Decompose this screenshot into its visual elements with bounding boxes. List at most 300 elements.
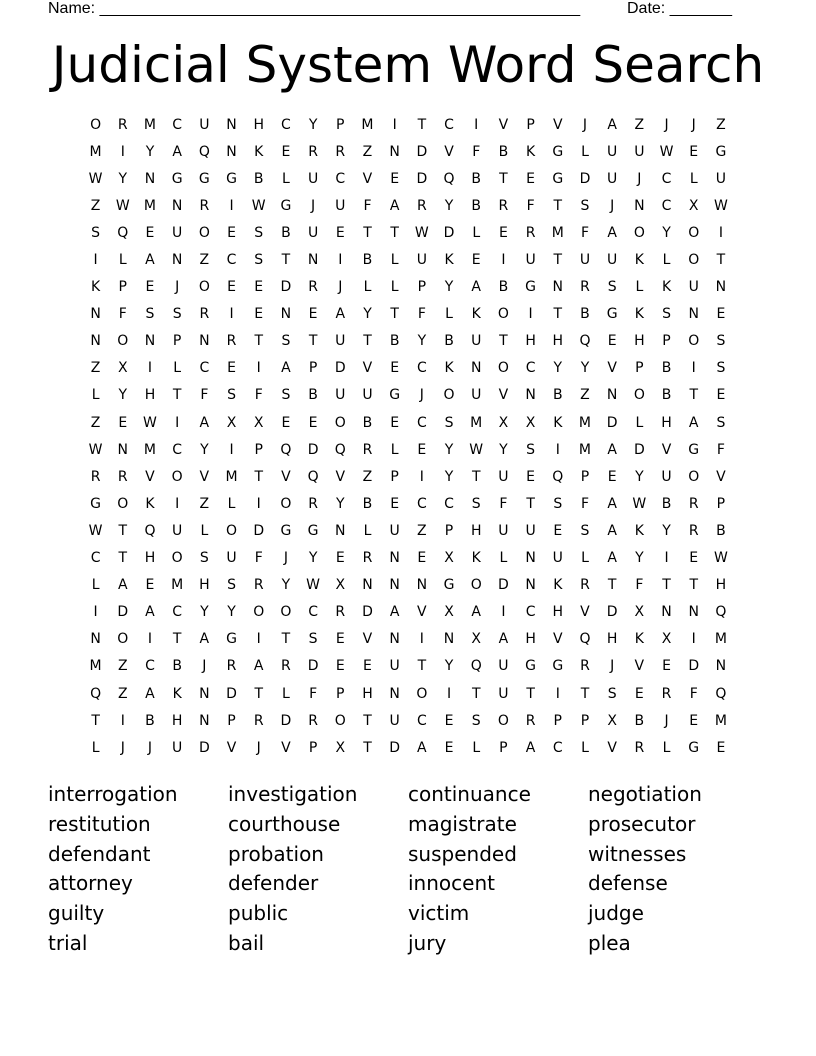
grid-letter: U <box>471 333 482 350</box>
grid-row <box>82 463 736 490</box>
grid-letter: D <box>579 170 591 187</box>
grid-letter: O <box>117 495 129 512</box>
grid-letter: H <box>552 604 564 621</box>
grid-letter: L <box>499 550 508 567</box>
grid-letter: E <box>471 252 481 269</box>
grid-letter: E <box>281 414 291 431</box>
grid-letter: X <box>498 414 509 431</box>
grid-letter: G <box>90 495 102 512</box>
grid-letter: N <box>389 550 400 567</box>
grid-letter: W <box>414 224 429 241</box>
grid-letter: Y <box>635 468 644 485</box>
word-list-item: bail <box>228 930 265 955</box>
grid-letter: T <box>172 387 182 404</box>
grid-letter: O <box>497 360 509 377</box>
grid-letter: Y <box>200 604 209 621</box>
grid-letter: I <box>147 360 153 377</box>
grid-letter: O <box>416 685 428 702</box>
grid-letter: U <box>607 143 618 160</box>
grid-letter: A <box>281 360 291 377</box>
grid-letter: N <box>199 712 210 729</box>
grid-letter: T <box>526 495 535 512</box>
grid-letter: Z <box>417 522 427 539</box>
grid-letter: O <box>633 224 645 241</box>
grid-letter: S <box>580 522 590 539</box>
word-list-item: continuance <box>408 782 531 806</box>
grid-letter: S <box>471 495 481 512</box>
grid-letter: N <box>416 577 428 594</box>
grid-letter: I <box>229 197 234 214</box>
grid-row <box>82 545 736 572</box>
grid-letter: O <box>280 495 292 512</box>
grid-letter: M <box>470 414 483 431</box>
grid-letter: E <box>553 522 563 539</box>
grid-letter: B <box>552 387 563 404</box>
grid-letter: E <box>634 685 644 702</box>
grid-letter: D <box>416 143 428 160</box>
grid-letter: Q <box>443 170 455 187</box>
grid-letter: F <box>580 495 589 512</box>
grid-letter: H <box>715 577 727 594</box>
grid-letter: O <box>497 712 509 729</box>
grid-letter: L <box>662 739 671 756</box>
grid-letter: I <box>175 414 180 431</box>
grid-letter: T <box>118 550 128 567</box>
grid-letter: R <box>199 197 210 214</box>
grid-letter: T <box>254 333 263 350</box>
word-list-item: defense <box>588 871 668 896</box>
grid-letter: O <box>117 631 129 648</box>
grid-letter: S <box>526 441 536 458</box>
grid-letter: A <box>172 143 182 160</box>
grid-letter: G <box>389 387 401 404</box>
word-list-item: defender <box>228 871 319 896</box>
grid-letter: Y <box>635 550 644 567</box>
grid-letter: C <box>172 441 183 458</box>
grid-letter: D <box>307 658 319 675</box>
grid-letter: L <box>363 279 372 296</box>
grid-letter: T <box>553 252 563 269</box>
grid-letter: Y <box>553 360 563 377</box>
word-list-item: attorney <box>48 871 133 896</box>
grid-letter: R <box>226 658 237 675</box>
grid-letter: J <box>664 116 669 133</box>
grid-letter: M <box>714 631 727 648</box>
grid-letter: X <box>634 604 645 621</box>
grid-letter: V <box>498 116 509 133</box>
grid-letter: P <box>308 360 318 377</box>
grid-letter: N <box>90 306 101 323</box>
grid-letter: R <box>525 712 536 729</box>
grid-row <box>82 138 736 165</box>
grid-letter: N <box>389 685 400 702</box>
grid-letter: O <box>334 712 346 729</box>
grid-letter: Z <box>90 197 101 214</box>
grid-row <box>82 734 736 761</box>
grid-letter: Q <box>715 685 727 702</box>
grid-letter: W <box>632 495 647 512</box>
grid-letter: H <box>253 116 264 133</box>
grid-letter: H <box>144 387 156 404</box>
grid-letter: A <box>471 604 481 621</box>
grid-letter: V <box>634 658 645 675</box>
grid-letter: O <box>497 306 509 323</box>
word-list-item: defendant <box>48 841 151 866</box>
grid-letter: G <box>307 522 319 539</box>
grid-letter: E <box>689 550 699 567</box>
grid-letter: J <box>120 739 125 756</box>
word-list-item: innocent <box>408 871 495 896</box>
grid-letter: H <box>525 631 536 648</box>
grid-letter: E <box>227 224 236 241</box>
grid-letter: I <box>501 252 506 269</box>
grid-letter: X <box>444 604 454 621</box>
grid-letter: I <box>120 143 125 160</box>
grid-letter: D <box>389 739 401 756</box>
grid-letter: A <box>199 414 210 431</box>
grid-row <box>82 626 736 653</box>
grid-letter: L <box>581 143 589 160</box>
grid-letter: D <box>633 441 645 458</box>
grid-letter: L <box>472 739 481 756</box>
grid-letter: T <box>689 387 698 404</box>
grid-letter: H <box>362 685 373 702</box>
grid-letter: T <box>553 306 563 323</box>
grid-letter: V <box>199 468 210 485</box>
grid-letter: E <box>254 306 264 323</box>
grid-letter: M <box>143 116 157 133</box>
grid-letter: K <box>634 306 644 323</box>
grid-letter: U <box>172 739 183 756</box>
grid-letter: R <box>362 441 373 458</box>
grid-letter: A <box>335 306 346 323</box>
grid-letter: N <box>552 279 564 296</box>
grid-letter: F <box>580 224 589 241</box>
grid-letter: G <box>688 739 700 756</box>
grid-letter: B <box>634 712 645 729</box>
grid-letter: W <box>469 441 484 458</box>
grid-letter: J <box>637 170 642 187</box>
grid-letter: I <box>93 604 98 621</box>
grid-row <box>82 301 736 328</box>
grid-letter: A <box>417 739 427 756</box>
grid-letter: L <box>390 441 399 458</box>
grid-letter: U <box>607 170 618 187</box>
grid-letter: E <box>335 550 345 567</box>
grid-letter: L <box>118 252 127 269</box>
grid-letter: H <box>144 550 156 567</box>
grid-letter: X <box>661 631 672 648</box>
grid-letter: F <box>499 495 508 512</box>
grid-letter: Z <box>580 387 590 404</box>
grid-letter: Y <box>444 658 454 675</box>
grid-letter: N <box>389 143 400 160</box>
grid-letter: R <box>308 495 318 512</box>
grid-letter: I <box>501 604 506 621</box>
grid-letter: L <box>662 252 671 269</box>
grid-letter: O <box>171 550 183 567</box>
grid-letter: O <box>688 252 700 269</box>
grid-letter: V <box>226 739 237 756</box>
grid-letter: K <box>471 550 481 567</box>
grid-letter: K <box>254 143 264 160</box>
grid-letter: A <box>199 631 210 648</box>
grid-letter: Z <box>117 658 128 675</box>
grid-letter: N <box>525 550 536 567</box>
grid-letter: U <box>607 252 618 269</box>
grid-letter: L <box>390 252 399 269</box>
grid-letter: Y <box>227 604 236 621</box>
grid-letter: M <box>551 224 564 241</box>
grid-letter: N <box>199 685 210 702</box>
grid-letter: E <box>335 658 345 675</box>
grid-letter: T <box>499 170 508 187</box>
grid-letter: Y <box>281 577 291 594</box>
grid-letter: A <box>145 604 155 621</box>
grid-letter: Y <box>145 143 155 160</box>
grid-row <box>82 436 736 463</box>
grid-letter: E <box>363 658 372 675</box>
grid-letter: M <box>143 197 157 214</box>
word-list-item: investigation <box>228 782 358 806</box>
grid-letter: T <box>363 712 372 729</box>
grid-letter: C <box>525 604 536 621</box>
grid-letter: F <box>118 306 127 323</box>
grid-letter: N <box>606 387 618 404</box>
word-list-item: restitution <box>48 811 151 836</box>
word-list-item: interrogation <box>48 782 178 806</box>
grid-letter: C <box>416 495 427 512</box>
grid-letter: E <box>390 170 400 187</box>
grid-letter: L <box>635 414 644 431</box>
grid-letter: J <box>338 279 343 296</box>
grid-letter: S <box>281 387 291 404</box>
grid-letter: E <box>390 495 400 512</box>
grid-letter: K <box>553 577 563 594</box>
grid-letter: U <box>552 550 563 567</box>
grid-letter: U <box>525 252 536 269</box>
grid-letter: V <box>417 604 427 621</box>
grid-letter: G <box>525 658 537 675</box>
grid-letter: V <box>716 468 726 485</box>
grid-row <box>82 246 736 273</box>
grid-letter: R <box>688 522 699 539</box>
grid-row <box>82 707 736 734</box>
grid-letter: E <box>444 712 454 729</box>
grid-letter: A <box>607 116 617 133</box>
grid-letter: V <box>607 739 617 756</box>
grid-letter: R <box>281 658 291 675</box>
grid-letter: T <box>118 522 128 539</box>
grid-letter: T <box>363 333 372 350</box>
grid-letter: G <box>226 631 237 648</box>
grid-letter: Z <box>199 252 210 269</box>
grid-letter: P <box>118 279 127 296</box>
grid-letter: B <box>362 495 373 512</box>
grid-letter: V <box>281 739 291 756</box>
grid-letter: X <box>226 414 237 431</box>
grid-letter: P <box>417 279 427 296</box>
grid-letter: M <box>225 468 238 485</box>
grid-letter: I <box>419 468 424 485</box>
grid-letter: E <box>417 550 427 567</box>
grid-letter: U <box>226 550 237 567</box>
grid-letter: N <box>171 252 183 269</box>
grid-letter: O <box>171 468 183 485</box>
grid-letter: W <box>713 197 728 214</box>
grid-letter: S <box>281 333 291 350</box>
grid-letter: K <box>172 685 182 702</box>
grid-row <box>82 409 736 436</box>
grid-row <box>82 653 736 680</box>
grid-letter: D <box>334 360 346 377</box>
grid-letter: O <box>334 414 346 431</box>
grid-letter: Y <box>363 306 372 323</box>
grid-letter: Y <box>444 441 454 458</box>
grid-letter: E <box>689 143 699 160</box>
grid-letter: H <box>606 631 618 648</box>
grid-letter: V <box>362 360 373 377</box>
grid-letter: M <box>714 712 727 729</box>
grid-letter: K <box>634 252 644 269</box>
grid-letter: L <box>581 739 589 756</box>
grid-letter: X <box>525 414 536 431</box>
grid-letter: J <box>610 197 615 214</box>
grid-letter: I <box>528 306 533 323</box>
grid-letter: R <box>580 658 590 675</box>
grid-letter: L <box>173 360 182 377</box>
grid-letter: J <box>283 550 288 567</box>
grid-letter: S <box>716 333 726 350</box>
grid-letter: T <box>499 333 508 350</box>
grid-letter: W <box>306 577 321 594</box>
grid-letter: G <box>280 522 292 539</box>
grid-letter: O <box>280 604 292 621</box>
grid-letter: C <box>226 252 237 269</box>
grid-letter: C <box>335 170 346 187</box>
grid-letter: S <box>254 252 264 269</box>
grid-letter: B <box>471 197 482 214</box>
grid-letter: I <box>120 712 125 729</box>
grid-letter: W <box>251 197 266 214</box>
grid-letter: W <box>115 197 130 214</box>
grid-letter: S <box>607 279 617 296</box>
grid-letter: D <box>226 685 237 702</box>
grid-letter: V <box>607 360 617 377</box>
grid-letter: N <box>443 631 455 648</box>
grid-letter: P <box>308 739 318 756</box>
grid-letter: A <box>607 441 617 458</box>
grid-letter: X <box>471 631 482 648</box>
word-list-item: prosecutor <box>588 811 696 836</box>
grid-letter: B <box>661 387 672 404</box>
grid-letter: C <box>172 604 183 621</box>
grid-letter: T <box>363 224 372 241</box>
grid-letter: H <box>199 577 210 594</box>
grid-letter: L <box>363 522 372 539</box>
word-list-item: victim <box>408 901 470 926</box>
grid-letter: T <box>254 468 263 485</box>
grid-letter: E <box>716 739 726 756</box>
grid-letter: S <box>227 577 236 594</box>
grid-letter: D <box>253 522 265 539</box>
grid-letter: I <box>392 116 397 133</box>
grid-letter: U <box>661 468 672 485</box>
grid-letter: Y <box>444 468 454 485</box>
grid-letter: J <box>610 658 615 675</box>
grid-letter: Z <box>716 116 726 133</box>
grid-letter: J <box>691 116 696 133</box>
grid-letter: L <box>282 685 290 702</box>
grid-letter: N <box>226 116 237 133</box>
grid-letter: E <box>335 224 345 241</box>
grid-letter: E <box>335 631 345 648</box>
grid-letter: T <box>281 252 291 269</box>
grid-letter: N <box>90 333 101 350</box>
grid-letter: S <box>716 414 726 431</box>
grid-letter: U <box>307 224 319 241</box>
grid-letter: I <box>664 550 669 567</box>
grid-letter: A <box>607 522 617 539</box>
grid-letter: F <box>635 577 644 594</box>
grid-letter: G <box>198 170 210 187</box>
grid-letter: N <box>688 604 699 621</box>
grid-letter: G <box>552 170 564 187</box>
grid-letter: Q <box>579 631 591 648</box>
grid-row <box>82 355 736 382</box>
grid-row <box>82 490 736 517</box>
grid-letter: R <box>634 739 645 756</box>
letter-grid <box>82 111 736 761</box>
grid-letter: U <box>498 658 509 675</box>
grid-letter: K <box>634 631 644 648</box>
grid-letter: D <box>416 170 428 187</box>
grid-letter: F <box>716 441 725 458</box>
grid-letter: I <box>691 360 696 377</box>
grid-letter: O <box>470 577 482 594</box>
grid-letter: U <box>471 387 482 404</box>
grid-letter: R <box>335 143 346 160</box>
grid-letter: P <box>254 441 263 458</box>
grid-letter: C <box>416 360 427 377</box>
grid-letter: C <box>281 116 291 133</box>
grid-letter: K <box>526 143 536 160</box>
grid-letter: Z <box>90 360 101 377</box>
grid-letter: E <box>607 468 617 485</box>
grid-letter: Y <box>200 441 209 458</box>
grid-letter: U <box>579 252 591 269</box>
grid-letter: K <box>553 414 563 431</box>
grid-letter: L <box>282 170 290 187</box>
grid-letter: S <box>308 631 318 648</box>
grid-letter: I <box>419 631 424 648</box>
grid-letter: T <box>553 197 563 214</box>
grid-letter: D <box>117 604 129 621</box>
grid-letter: E <box>227 279 236 296</box>
grid-letter: N <box>171 197 183 214</box>
grid-letter: B <box>389 333 400 350</box>
grid-row <box>82 192 736 219</box>
grid-letter: N <box>362 577 373 594</box>
grid-letter: U <box>335 387 346 404</box>
grid-letter: B <box>145 712 155 729</box>
grid-letter: P <box>172 333 182 350</box>
grid-letter: J <box>419 387 424 404</box>
grid-letter: L <box>91 577 100 594</box>
grid-letter: P <box>635 360 644 377</box>
grid-letter: E <box>526 468 536 485</box>
grid-letter: W <box>659 143 674 160</box>
